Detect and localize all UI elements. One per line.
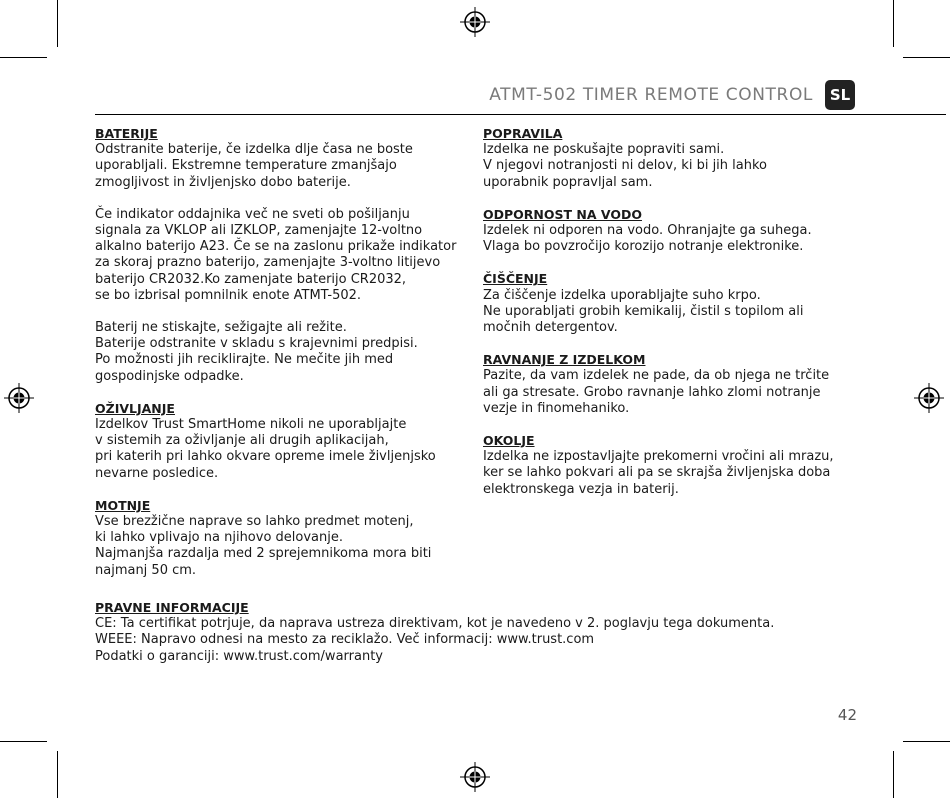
page-header [489,80,855,110]
registration-mark-icon [914,383,944,413]
right-column [483,126,863,514]
page-number: 42 [837,706,857,724]
product-title: ATMT-502 TIMER REMOTE CONTROL [489,85,813,105]
section-heading: ČIŠČENJE [483,271,548,287]
section-interference [95,498,480,579]
legal-line-ce: CE: Ta certifikat potrjuje, da naprava ustreza direktivam, kot je navedeno v 2. poglavju tega dokumenta. [95,616,775,632]
section-paragraph: Izdelka ne poskušajte popraviti sami. V njegovi notranjosti ni delov, ki bi jih lahko uporabnik popravljal sam. [483,142,767,190]
legal-line-weee: WEEE: Napravo odnesi na mesto za reciklažo. Več informacij: www.trust.com [95,632,595,648]
section-handling [483,352,863,417]
section-life-support [95,401,480,482]
crop-mark [893,0,894,47]
legal-information [95,600,895,665]
crop-mark [903,741,950,742]
registration-mark-icon [4,383,34,413]
registration-mark-icon [460,762,490,792]
legal-line-warranty: Podatki o garanciji: www.trust.com/warranty [95,648,383,664]
section-environment [483,433,863,498]
section-paragraph: Pazite, da vam izdelek ne pade, da ob njega ne trčite ali ga stresate. Grobo ravnanje lahko zlomi notranje vezje in finomehaniko. [483,368,830,416]
section-paragraph: Izdelka ne izpostavljajte prekomerni vročini ali mrazu, ker se lahko pokvari ali pa se skrajša življenjska doba elektronskega vezja in baterij. [483,449,834,497]
left-column [95,126,480,595]
section-batteries [95,126,480,385]
crop-mark [0,741,47,742]
section-heading: RAVNANJE Z IZDELKOM [483,352,646,368]
crop-mark [0,57,47,58]
section-paragraph: Odstranite baterije, če izdelka dlje časa ne boste uporabljali. Ekstremne temperature zmanjšajo zmogljivost in življenjsko dobo baterije. [95,142,413,190]
registration-mark-icon [460,7,490,37]
section-heading: OŽIVLJANJE [95,400,175,416]
section-paragraph: Izdelek ni odporen na vodo. Ohranjajte ga suhega. Vlaga bo povzročijo korozijo notranje elektronike. [483,223,812,255]
section-cleaning [483,271,863,336]
section-heading: OKOLJE [483,433,535,449]
crop-mark [57,751,58,798]
crop-mark [57,0,58,47]
section-water-resistance [483,207,863,256]
section-heading: MOTNJE [95,497,151,513]
section-heading: PRAVNE INFORMACIJE [95,600,249,615]
section-heading: BATERIJE [95,126,158,141]
section-paragraph: Izdelkov Trust SmartHome nikoli ne uporabljajte v sistemih za oživljanje ali drugih aplikacijah, pri katerih pri lahko okvare opreme imele življenjsko nevarne posledice. [95,417,436,481]
language-badge: SL [825,80,855,110]
section-heading: POPRAVILA [483,126,563,141]
section-paragraph: Če indikator oddajnika več ne sveti ob pošiljanju signala za VKLOP ali IZKLOP, zamenjajte 12-voltno alkalno baterijo A23. Če se na zaslonu prikaže indikator za skoraj prazno baterijo, zamenjajte 3-voltno litijevo baterijo CR2032.Ko zamenjate baterijo CR2032, se bo izbrisal pomnilnik enote ATMT-502. [95,206,457,303]
header-divider [95,114,946,115]
crop-mark [903,57,950,58]
crop-mark [893,751,894,798]
section-paragraph: Vse brezžične naprave so lahko predmet motenj, ki lahko vplivajo na njihovo delovanje. Najmanjša razdalja med 2 sprejemnikoma mora biti najmanj 50 cm. [95,514,432,578]
section-repairs [483,126,863,191]
section-paragraph: Za čiščenje izdelka uporabljajte suho krpo. Ne uporabljati grobih kemikalij, čistil s topilom ali močnih detergentov. [483,287,804,336]
section-heading: ODPORNOST NA VODO [483,206,642,222]
section-paragraph: Baterij ne stiskajte, sežigajte ali režite. Baterije odstranite v skladu s krajevnimi predpisi. Po možnosti jih reciklirajte. Ne mečite jih med gospodinjske odpadke. [95,320,418,384]
